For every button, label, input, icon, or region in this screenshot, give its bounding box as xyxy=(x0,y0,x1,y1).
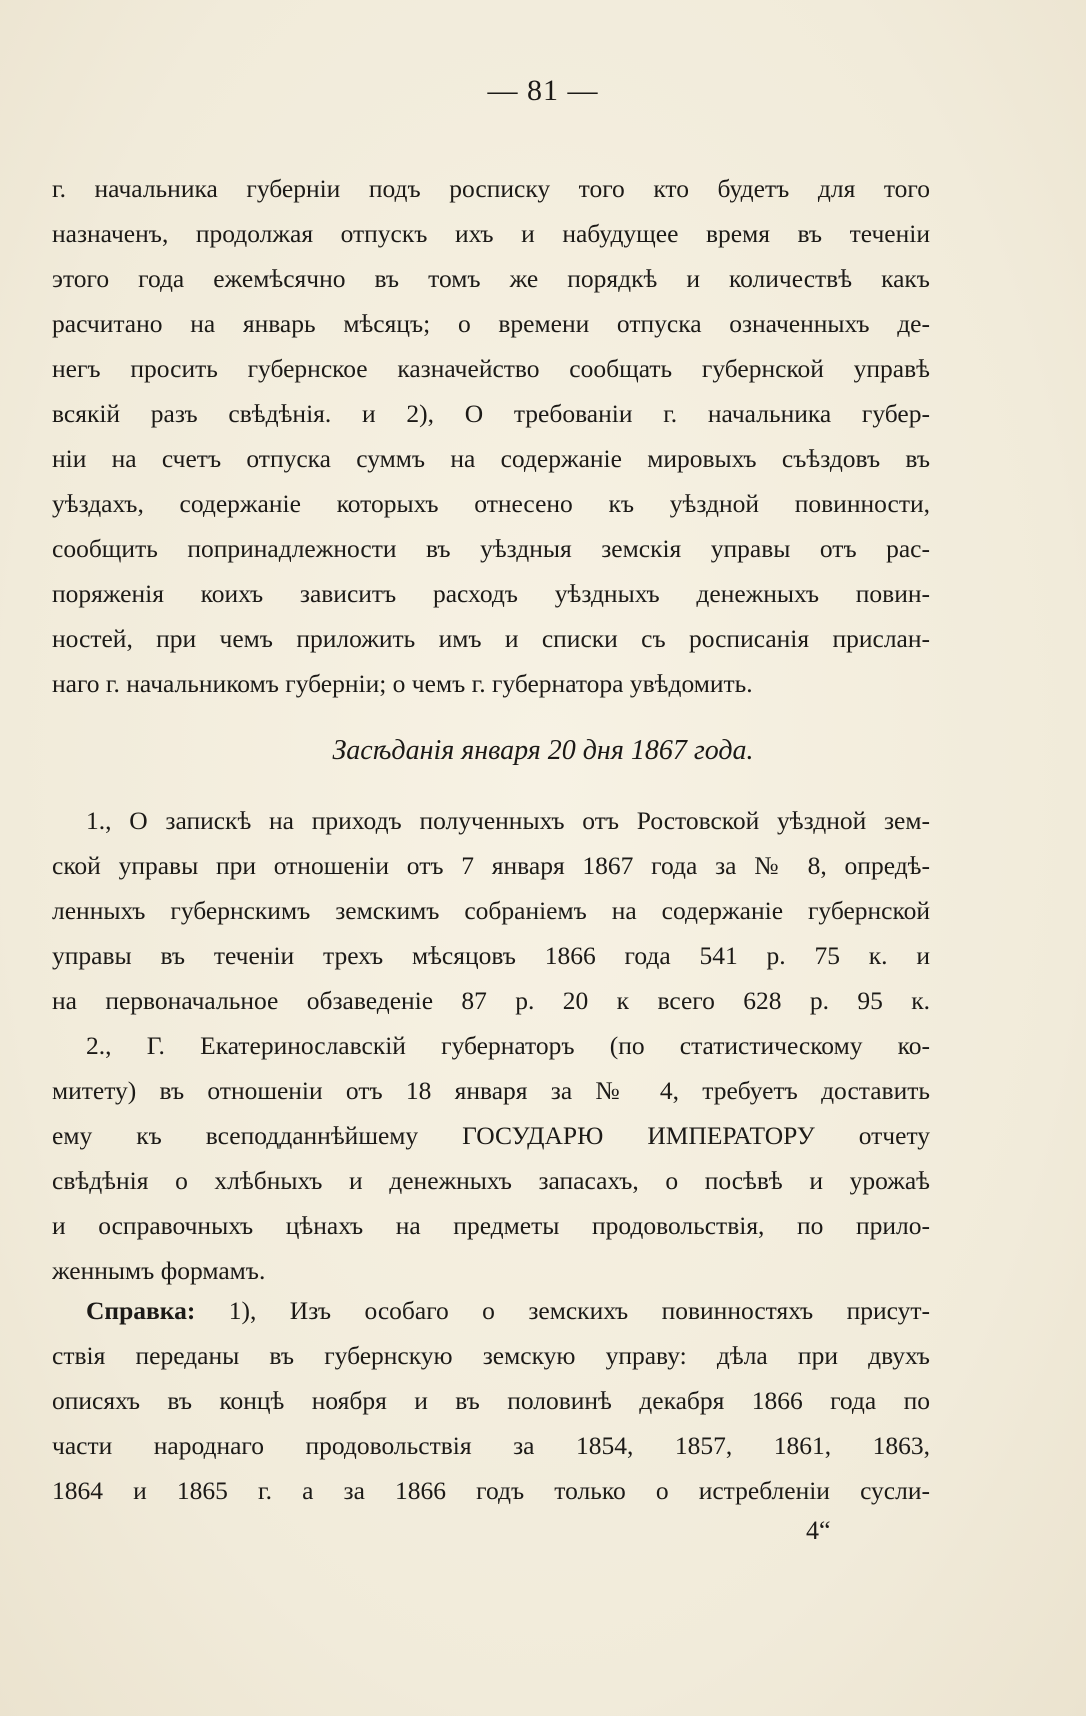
text-line: 1., О запискѣ на приходъ полученныхъ отъ Ростовской уѣздной зем- xyxy=(86,806,930,835)
text-line: негъ просить губернское казначейство сообщать губернской управѣ xyxy=(52,354,930,383)
text-line: ленныхъ губернскимъ земскимъ собраніемъ на содержаніе губернской xyxy=(52,896,930,925)
signature-mark: 4“ xyxy=(806,1516,831,1545)
text-line: сообщить попринадлежности въ уѣздныя земскія управы отъ рас- xyxy=(52,534,930,563)
text-line: женнымъ формамъ. xyxy=(52,1256,266,1285)
text-line: ской управы при отношеніи отъ 7 января 1867 года за № 8, опредѣ- xyxy=(52,851,930,880)
text-line: части народнаго продовольствія за 1854, 1857, 1861, 1863, xyxy=(52,1431,930,1460)
text-line: назначенъ, продолжая отпускъ ихъ и набудущее время въ теченіи xyxy=(52,219,930,248)
text-line: и осправочныхъ цѣнахъ на предметы продовольствія, по прило- xyxy=(52,1211,930,1240)
text-line: г. начальника губерніи подъ росписку того кто будетъ для того xyxy=(52,174,930,203)
text-line: ствія переданы въ губернскую земскую управу: дѣла при двухъ xyxy=(52,1341,930,1370)
text-line: 1864 и 1865 г. а за 1866 годъ только о истребленіи сусли- xyxy=(52,1476,930,1505)
session-items xyxy=(52,798,930,1293)
text-line: всякій разъ свѣдѣнія. и 2), О требованіи г. начальника губер- xyxy=(52,399,930,428)
reference-label: Справка: xyxy=(86,1296,196,1325)
text-line: расчитано на январь мѣсяцъ; о времени отпуска означенныхъ де- xyxy=(52,309,930,338)
text-line: митету) въ отношеніи отъ 18 января за № 4, требуетъ доставить xyxy=(52,1076,930,1105)
page-number: — 81 — xyxy=(487,74,599,107)
text-line: этого года ежемѣсячно въ томъ же порядкѣ и количествѣ какъ xyxy=(52,264,930,293)
text-line: уѣздахъ, содержаніе которыхъ отнесено къ уѣздной повинности, xyxy=(52,489,930,518)
text-line: управы въ теченіи трехъ мѣсяцовъ 1866 года 541 р. 75 к. и xyxy=(52,941,930,970)
reference-line-rest: 1), Изъ особаго о земскихъ повинностяхъ присут- xyxy=(195,1296,930,1325)
text-line xyxy=(52,1288,930,1333)
section-heading: Засѣданія января 20 дня 1867 года. xyxy=(332,735,754,766)
text-line: ніи на счетъ отпуска суммъ на содержаніе мировыхъ съѣздовъ въ xyxy=(52,444,930,473)
text-line: на первоначальное обзаведеніе 87 р. 20 к всего 628 р. 95 к. xyxy=(52,986,930,1015)
reference-paragraph xyxy=(52,1288,930,1513)
text-line: описяхъ въ концѣ ноября и въ половинѣ декабря 1866 года по xyxy=(52,1386,930,1415)
text-line: наго г. начальникомъ губерніи; о чемъ г. губернатора увѣдомить. xyxy=(52,669,753,698)
text-line: ностей, при чемъ приложить имъ и списки съ росписанія прислан- xyxy=(52,624,930,653)
text-line: ему къ всеподданнѣйшему ГОСУДАРЮ ИМПЕРАТОРУ отчету xyxy=(52,1121,930,1150)
text-line: поряженія коихъ зависитъ расходъ уѣздныхъ денежныхъ повин- xyxy=(52,579,930,608)
text-line: 2., Г. Екатеринославскій губернаторъ (по статистическому ко- xyxy=(86,1031,930,1060)
paragraph-continuation xyxy=(52,166,930,706)
text-line: свѣдѣнія о хлѣбныхъ и денежныхъ запасахъ, о посѣвѣ и урожаѣ xyxy=(52,1166,930,1195)
